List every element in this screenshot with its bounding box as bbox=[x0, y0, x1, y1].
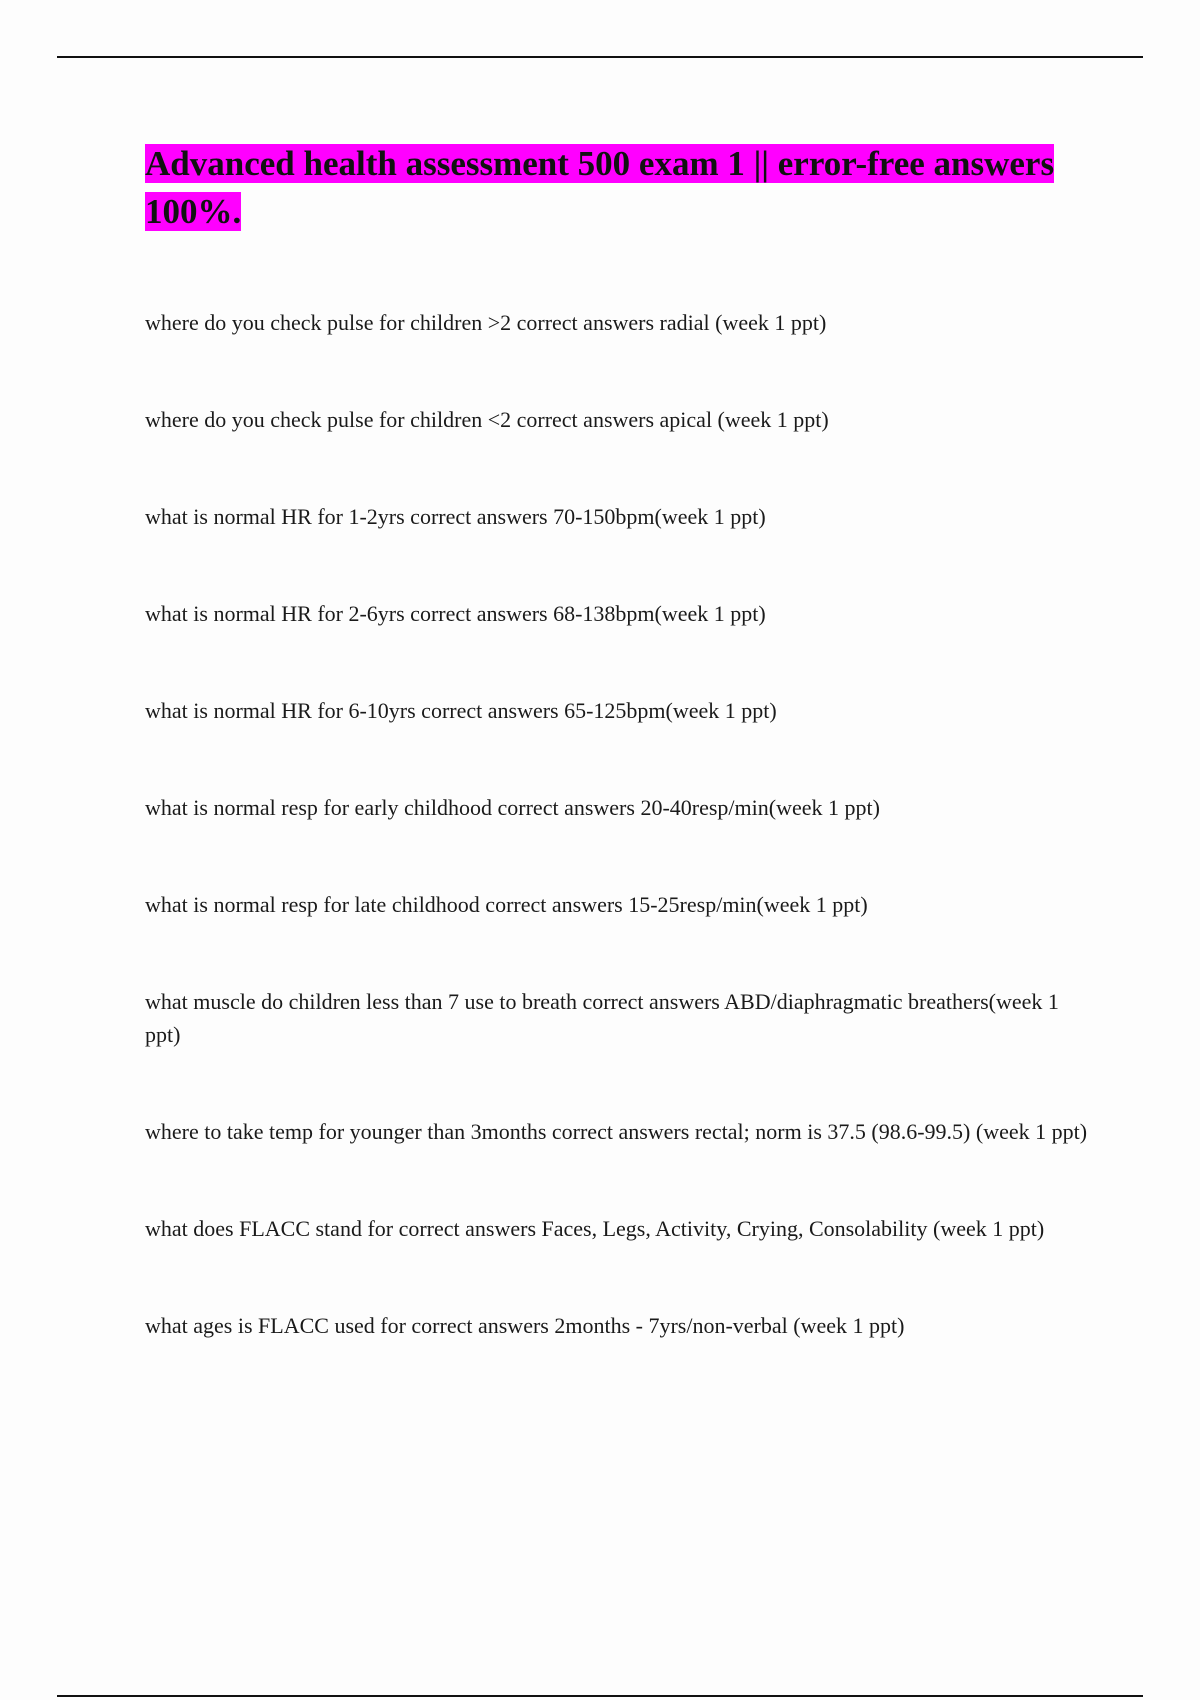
qa-item: what muscle do children less than 7 use to breath correct answers ABD/diaphragmatic breathers(week 1 ppt) bbox=[145, 989, 1059, 1047]
document-title bbox=[145, 140, 1090, 236]
qa-item: where do you check pulse for children >2 correct answers radial (week 1 ppt) bbox=[145, 310, 827, 335]
title-highlight: Advanced health assessment 500 exam 1 || error-free answers 100%. bbox=[145, 144, 1055, 231]
qa-item: where to take temp for younger than 3months correct answers rectal; norm is 37.5 (98.6-99.5) (week 1 ppt) bbox=[145, 1119, 1088, 1144]
footer-rule bbox=[57, 1695, 1143, 1697]
qa-item: what is normal resp for early childhood correct answers 20-40resp/min(week 1 ppt) bbox=[145, 795, 880, 820]
qa-item: where do you check pulse for children <2 correct answers apical (week 1 ppt) bbox=[145, 407, 829, 432]
qa-item: what is normal HR for 2-6yrs correct answers 68-138bpm(week 1 ppt) bbox=[145, 601, 766, 626]
document-body bbox=[145, 140, 1090, 1406]
qa-item: what does FLACC stand for correct answers Faces, Legs, Activity, Crying, Consolability (week 1 ppt) bbox=[145, 1216, 1045, 1241]
qa-item: what is normal resp for late childhood correct answers 15-25resp/min(week 1 ppt) bbox=[145, 892, 868, 917]
qa-item: what is normal HR for 1-2yrs correct answers 70-150bpm(week 1 ppt) bbox=[145, 504, 766, 529]
qa-list bbox=[145, 306, 1090, 1342]
header-rule bbox=[57, 56, 1143, 58]
qa-item: what is normal HR for 6-10yrs correct answers 65-125bpm(week 1 ppt) bbox=[145, 698, 777, 723]
qa-item: what ages is FLACC used for correct answers 2months - 7yrs/non-verbal (week 1 ppt) bbox=[145, 1313, 905, 1338]
